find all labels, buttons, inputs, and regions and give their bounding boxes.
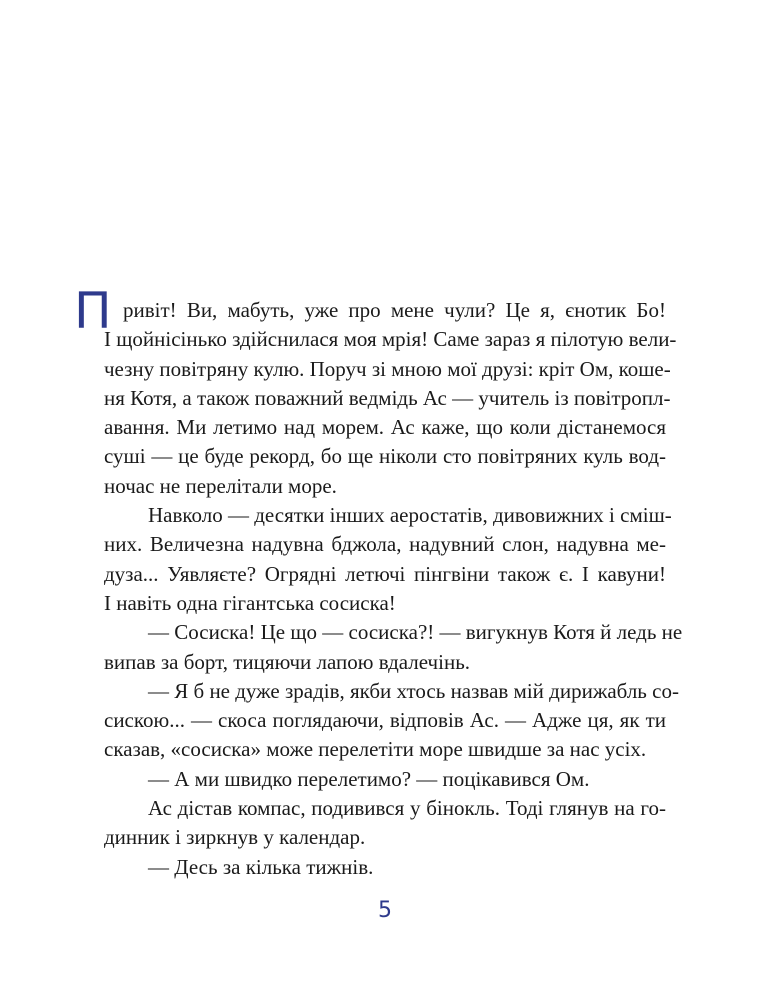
text-line: — Десь за кілька тижнів. [148,854,374,879]
text-line: І щойнісінько здійснилася моя мрія! Саме зараз я пілотую вели- [104,327,677,352]
text-line: чезну повітряну кулю. Поруч зі мною мої друзі: кріт Ом, коше- [104,356,671,381]
text-line: авання. Ми летимо над морем. Ас каже, що коли дістанемося [104,415,666,440]
text-line: Навколо — десятки інших аеростатів, дивовижних і смiш- [148,503,672,528]
text-line: ривіт! Ви, мабуть, уже про мене чули? Це я, єнотик Бо! [123,298,666,322]
story-text [74,282,683,882]
text-line: випав за борт, тицяючи лапою вдалечінь. [104,649,471,674]
text-line: динник і зиркнув у календар. [104,825,366,850]
text-line: них. Величезна надувна бджола, надувний слон, надувна ме- [104,532,666,557]
text-line: — Я б не дуже зрадів, якби хтось назвав мій дирижабль со- [148,678,679,703]
text-line: ночас не перелітали море. [104,473,337,498]
text-line: сказав, «сосиска» може перелетіти море швидше за нас усіх. [104,737,647,762]
text-line: І навіть одна гігантська сосиска! [104,590,396,615]
page-number: 5 [378,898,392,923]
drop-cap: П [74,282,112,340]
text-line: Ас дістав компас, подивився у бінокль. Тоді глянув на го- [148,796,666,821]
text-line: дуза... Уявляєте? Огрядні летючі пінгвіни також є. І кавуни! [104,561,666,586]
text-line: суші — це буде рекорд, бо ще ніколи сто повітряних куль вод- [104,444,666,469]
text-line: ня Котя, а також поважний ведмідь Ас — учитель із повітропл- [104,385,671,410]
text-line: — Сосиска! Це що — сосиска?! — вигукнув Котя й ледь не [148,620,683,645]
text-line: сискою... — скоса поглядаючи, відповів Ас. — Адже ця, як ти [104,708,666,733]
text-line: — А ми швидко перелетимо? — поцікавився Ом. [148,766,590,791]
